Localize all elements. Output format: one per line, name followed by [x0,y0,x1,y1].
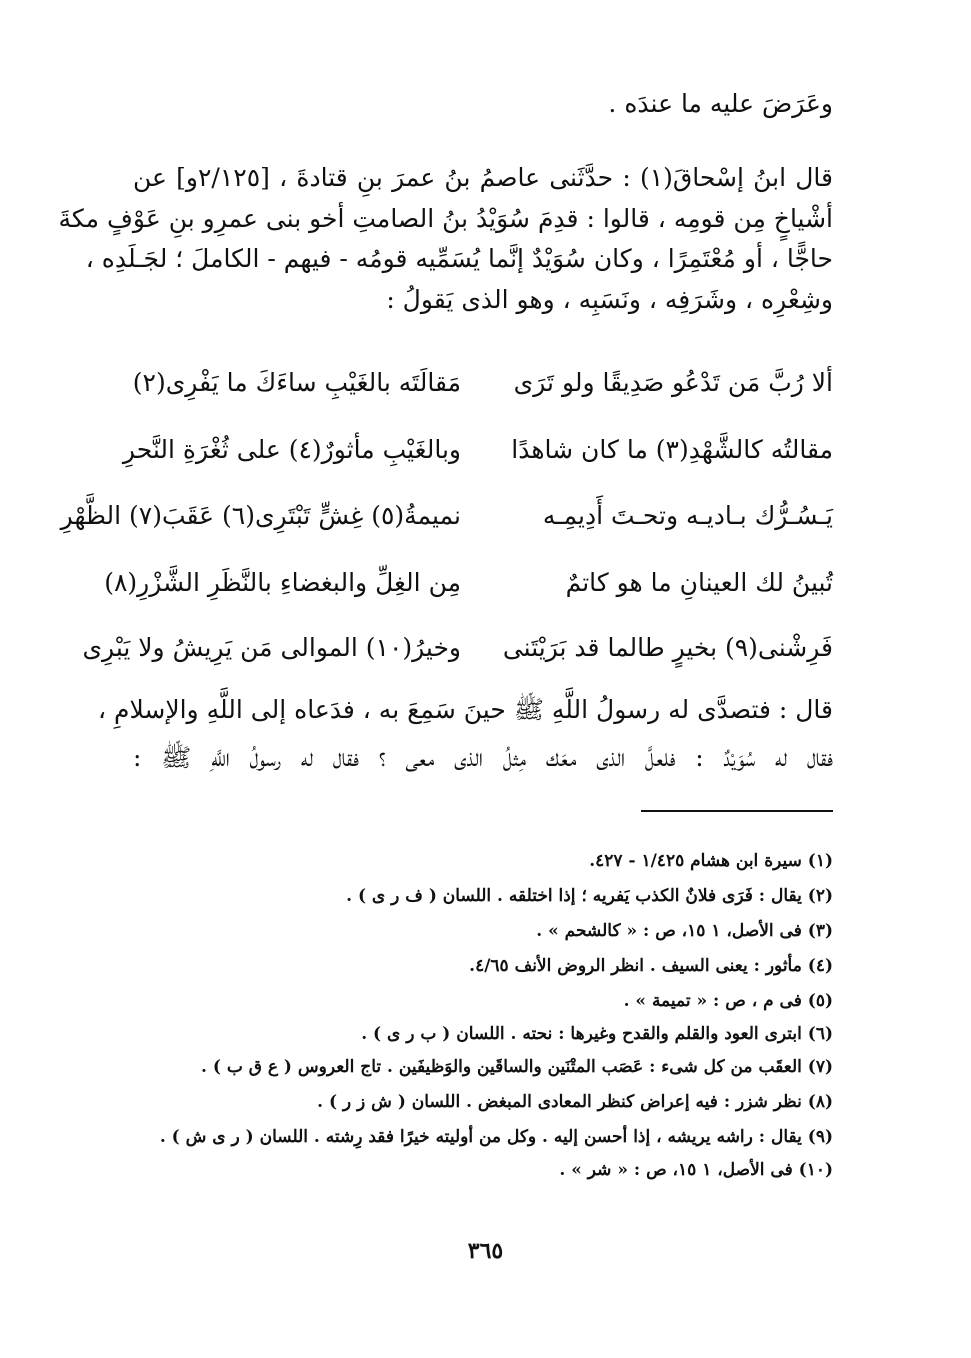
footnote-1: (١) سيرة ابن هشام ١/٤٢٥ - ٤٢٧. [589,851,833,871]
verse-4-first-hemistich: تُبينُ لك العينانِ ما هو كاتمٌ [565,568,833,597]
verse-3-second-hemistich: نميمةُ(٥) غِشٍّ تَبْتَرِى(٦) عَقَبَ(٧) الظَّهْرِ [60,501,461,530]
text-line-1: وعَرَضَ عليه ما عندَه . [608,89,833,118]
verse-4-second-hemistich: مِن الغِلِّ والبغضاءِ بالنَّظَرِ الشَّزْرِ(٨) [104,568,461,597]
footnote-4: (٤) مأثور : يعنى السيف . انظر الروض الأنف ٤/٦٥. [469,956,833,976]
footnote-10: (١٠) فى الأصل، ١ ١٥، ص : « شر » . [559,1160,833,1180]
verse-3-first-hemistich: يَـسُـرُّك بـاديـه وتحـتَ أَدِيمِـه [542,501,833,530]
page-number: ٣٦٥ [467,1238,504,1264]
text-line-3: أشْياخٍ مِن قومِه ، قالوا : قدِمَ سُوَيْدُ بنُ الصامتِ أخو بنى عمرِو بنِ عَوْفٍ مكةَ [58,204,833,233]
footnote-7: (٧) العقَب من كل شىء : عَصَب المتْنَين والساقَين والوَظيفَين . تاج العروس ( ع ق ب ) . [201,1057,833,1077]
text-line-6: قال : فتصدَّى له رسولُ اللَّهِ ﷺ حينَ سَمِعَ به ، فدَعاه إلى اللَّهِ والإسلامِ ، [98,695,833,724]
text-line-2: قال ابنُ إسْحاقَ(١) : حدَّثَنى عاصمُ بنُ عمرَ بنِ قتادةَ ، [٢/١٢٥و] عن [133,163,833,192]
text-line-4: حاجًّا ، أو مُعْتَمِرًا ، وكان سُوَيْدٌ إنَّما يُسَمِّيه قومُه - فيهم - الكاملَ ؛ لجَـلَدِه ، [85,244,833,273]
footnote-6: (٦) ابترى العود والقلم والقدح وغيرها : نحته . اللسان ( ب ر ى ) . [361,1024,833,1044]
footnote-2: (٢) يقال : فَرَى فلانٌ الكذب يَفريه ؛ إذا اختلقه . اللسان ( ف ر ى ) . [346,886,833,906]
footnote-9: (٩) يقال : راشه يريشه ، إذا أحسن إليه . وكل من أوليته خيرًا فقد رِشته . اللسان ( ر ى ش ) . [159,1127,833,1147]
verse-5-first-hemistich: فَرِشْنى(٩) بخيرٍ طالما قد بَرَيْتَنى [502,633,833,662]
footnote-8: (٨) نظر شزر : فيه إعراض كنظر المعادى المبغض . اللسان ( ش ز ر ) . [317,1092,833,1112]
verse-1-first-hemistich: ألا رُبَّ مَن تَدْعُو صَدِيقًا ولو تَرَى [513,368,833,397]
footnote-separator [641,810,833,812]
verse-2-first-hemistich: مقالتُه كالشَّهْدِ(٣) ما كان شاهدًا [511,435,833,464]
verse-5-second-hemistich: وخيرُ(١٠) الموالى مَن يَرِيشُ ولا يَبْرِى [82,633,461,662]
verse-2-second-hemistich: وبالغَيْبِ مأثورٌ(٤) على ثُغْرَةِ النَّحرِ [122,435,461,464]
text-line-5: وشِعْرِه ، وشَرَفِه ، ونَسَبِه ، وهو الذى يَقولُ : [386,285,833,314]
footnote-3: (٣) فى الأصل، ١ ١٥، ص : « كالشحم » . [536,921,833,941]
text-line-7: فقال له سُوَيْدٌ : فلعلَّ الذى معَك مِثلُ الذى معى ؟ فقال له رسولُ اللَّهِ ﷺ : [133,743,833,772]
footnote-5: (٥) فى م ، ص : « تميمة » . [623,991,833,1011]
verse-1-second-hemistich: مَقالَتَه بالغَيْبِ ساءَكَ ما يَفْرِى(٢) [132,368,461,397]
